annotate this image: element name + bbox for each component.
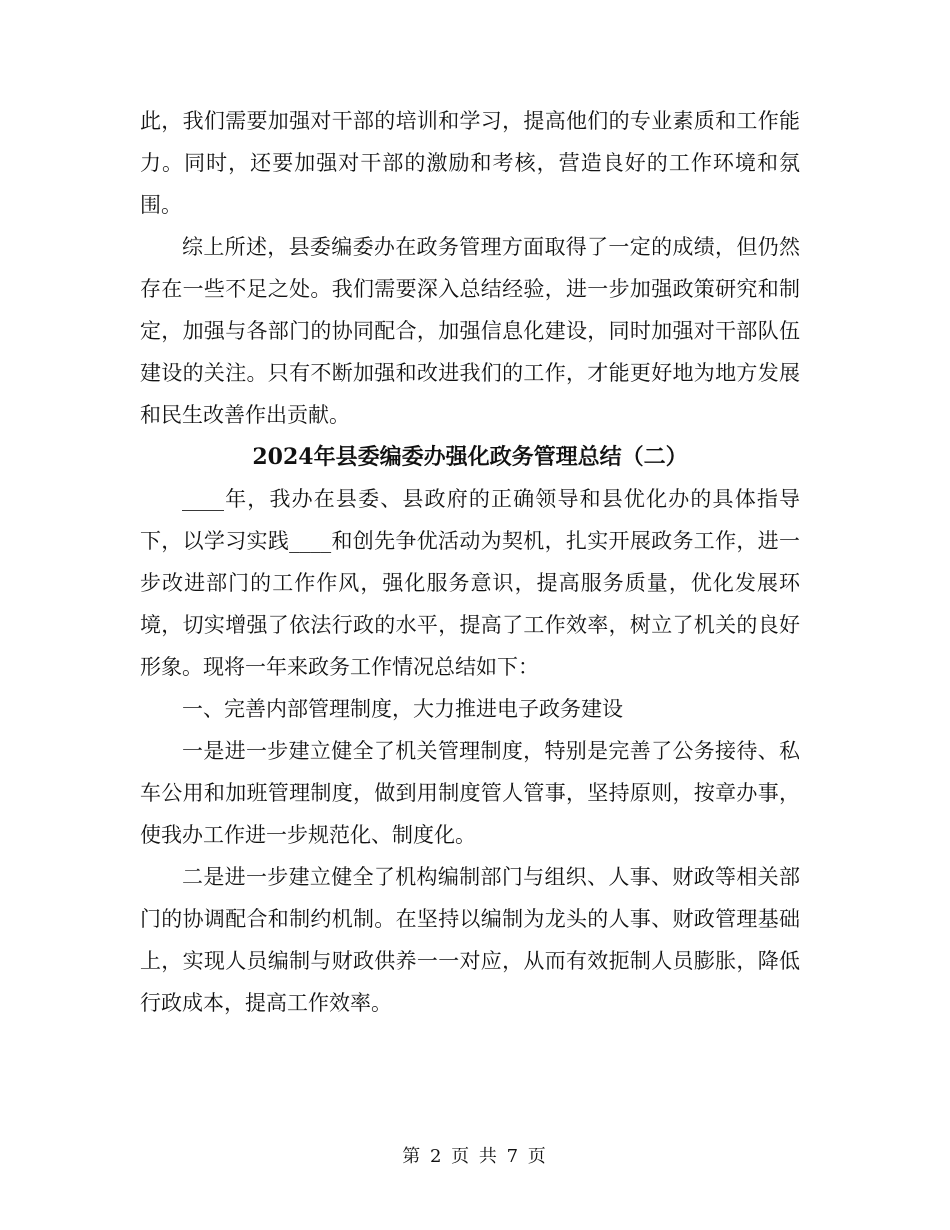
paragraph-heading-one: 一、完善内部管理制度，大力推进电子政务建设 <box>182 697 623 721</box>
paragraph-point-two: 二是进一步建立健全了机构编制部门与组织、人事、财政等相关部门的协调配合和制约机制。在坚持以编制为龙头的人事、财政管理基础上，实现人员编制与财政供养一一对应，从而有效扼制人员膨胀，降低行政成本，提高工作效率。 <box>140 865 800 1015</box>
document-body <box>140 100 800 1024</box>
page-number-footer: 第 2 页 共 7 页 <box>402 1146 548 1167</box>
paragraph-summary: 综上所述，县委编委办在政务管理方面取得了一定的成绩，但仍然存在一些不足之处。我们需要深入总结经验，进一步加强政策研究和制定，加强与各部门的协同配合，加强信息化建设，同时加强对干部队伍建设的关注。只有不断加强和改进我们的工作，才能更好地为地方发展和民生改善作出贡献。 <box>140 235 800 427</box>
section-title: 2024年县委编委办强化政务管理总结（二） <box>252 444 688 470</box>
paragraph-intro: ____年，我办在县委、县政府的正确领导和县优化办的具体指导下，以学习实践____和创先争优活动为契机，扎实开展政务工作，进一步改进部门的工作作风，强化服务意识，提高服务质量，优化发展环境，切实增强了依法行政的水平，提高了工作效率，树立了机关的良好形象。现将一年来政务工作情况总结如下： <box>140 487 800 679</box>
paragraph-point-one: 一是进一步建立健全了机关管理制度，特别是完善了公务接待、私车公用和加班管理制度，做到用制度管人管事，坚持原则，按章办事，使我办工作进一步规范化、制度化。 <box>140 739 800 847</box>
paragraph-continued: 此，我们需要加强对干部的培训和学习，提高他们的专业素质和工作能力。同时，还要加强对干部的激励和考核，营造良好的工作环境和氛围。 <box>140 109 800 217</box>
